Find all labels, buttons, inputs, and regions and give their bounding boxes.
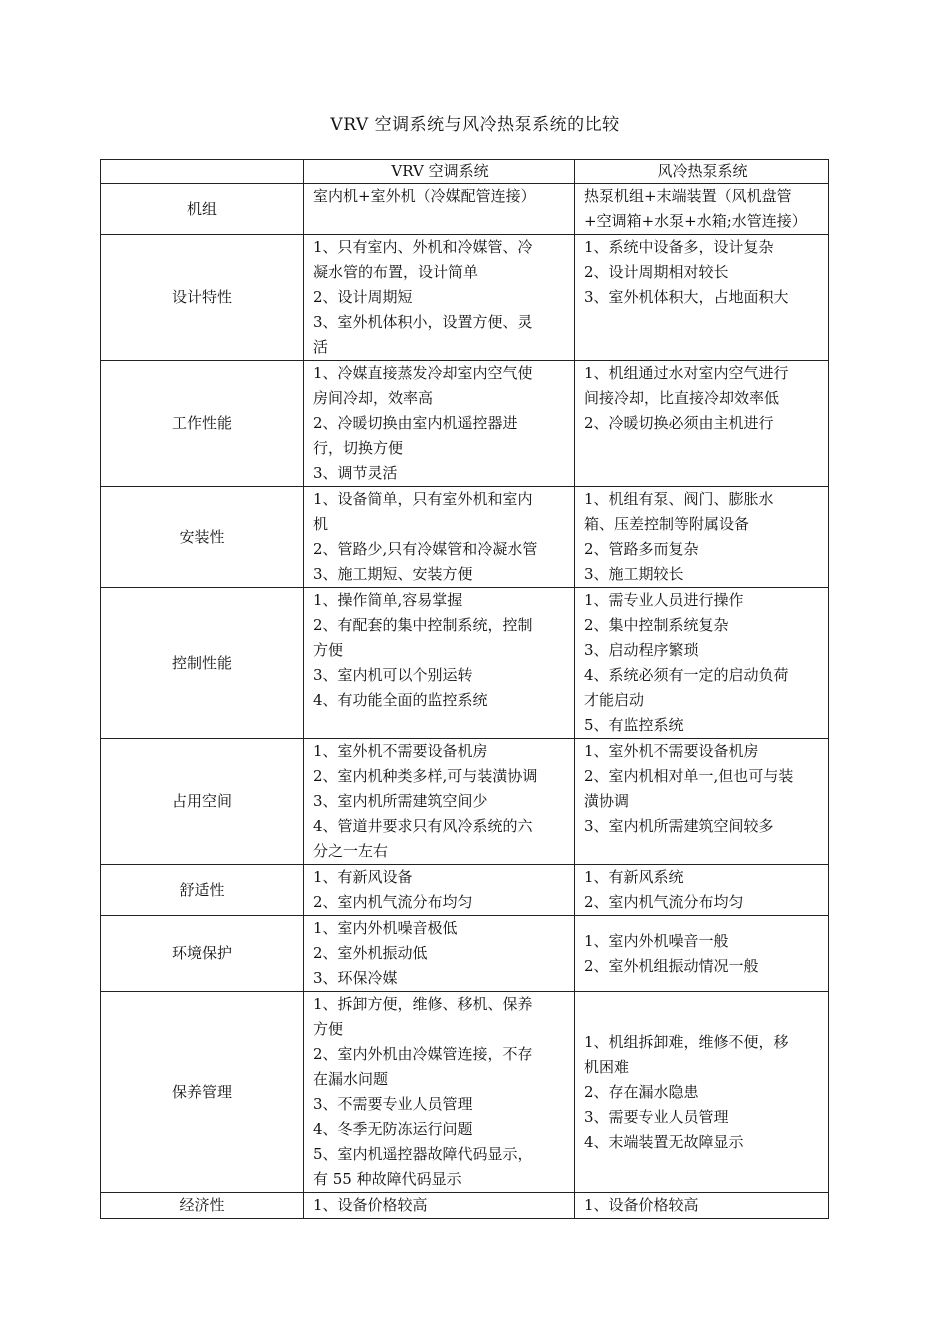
vrv-cell bbox=[304, 739, 575, 865]
vrv-cell bbox=[304, 916, 575, 992]
row-label: 保养管理 bbox=[101, 992, 304, 1193]
cell-line: 活 bbox=[313, 338, 329, 356]
cell-line: 1、室内外机噪音一般 bbox=[584, 931, 729, 950]
vrv-cell bbox=[304, 487, 575, 588]
cell-line: 3、室内机所需建筑空间较多 bbox=[584, 817, 774, 835]
cell-line: 分之一左右 bbox=[313, 842, 389, 860]
cell-line: 室内机+室外机（冷媒配管连接） bbox=[313, 187, 536, 205]
cell-line: 机 bbox=[313, 515, 329, 533]
cell-line: 3、室内机可以个别运转 bbox=[313, 666, 473, 684]
comparison-table bbox=[100, 159, 829, 1219]
cell-line: 2、有配套的集中控制系统，控制 bbox=[313, 616, 533, 634]
cell-line: 1、操作简单,容易掌握 bbox=[313, 591, 463, 609]
cell-line: 2、室内机种类多样,可与装潢协调 bbox=[313, 767, 538, 785]
cell-line: 3、室外机体积大，占地面积大 bbox=[584, 288, 789, 306]
header-vrv: VRV 空调系统 bbox=[304, 160, 575, 184]
vrv-cell bbox=[304, 992, 575, 1193]
cell-line: 1、系统中设备多，设计复杂 bbox=[584, 238, 774, 256]
cell-line: 2、室外机振动低 bbox=[313, 944, 428, 962]
cell-line: 1、机组拆卸难，维修不便，移 bbox=[584, 1032, 789, 1051]
row-label: 占用空间 bbox=[101, 739, 304, 865]
table-row bbox=[101, 487, 829, 588]
table-row bbox=[101, 361, 829, 487]
cell-line: 1、设备价格较高 bbox=[584, 1196, 699, 1214]
cell-line: 5、室内机遥控器故障代码显示， bbox=[313, 1145, 533, 1163]
cell-line: 3、不需要专业人员管理 bbox=[313, 1095, 473, 1113]
cell-line: 3、需要专业人员管理 bbox=[584, 1107, 729, 1126]
row-label: 环境保护 bbox=[101, 916, 304, 992]
document-title: VRV 空调系统与风冷热泵系统的比较 bbox=[330, 115, 620, 135]
cell-line: 箱、压差控制等附属设备 bbox=[584, 515, 750, 533]
heat-pump-cell bbox=[575, 184, 829, 235]
cell-line: 2、冷暖切换由室内机遥控器进 bbox=[313, 414, 518, 432]
heat-pump-cell bbox=[575, 1193, 829, 1219]
cell-line: 凝水管的布置，设计简单 bbox=[313, 263, 479, 281]
cell-line: 4、管道井要求只有风冷系统的六 bbox=[313, 817, 533, 835]
vrv-cell bbox=[304, 1193, 575, 1219]
cell-line: 机困难 bbox=[584, 1057, 630, 1076]
table-row bbox=[101, 992, 829, 1193]
cell-line: 1、只有室内、外机和冷媒管、冷 bbox=[313, 238, 533, 256]
table-row bbox=[101, 916, 829, 992]
cell-line: 间接冷却，比直接冷却效率低 bbox=[584, 389, 780, 407]
row-label: 安装性 bbox=[101, 487, 304, 588]
cell-line: 1、拆卸方便，维修、移机、保养 bbox=[313, 995, 533, 1013]
row-label: 工作性能 bbox=[101, 361, 304, 487]
table-row bbox=[101, 184, 829, 235]
header-blank-cell bbox=[101, 160, 304, 184]
cell-line: 4、冬季无防冻运行问题 bbox=[313, 1120, 473, 1138]
cell-line: 1、室内外机噪音极低 bbox=[313, 919, 458, 937]
header-heat-pump: 风冷热泵系统 bbox=[575, 160, 829, 184]
cell-line: 4、末端装置无故障显示 bbox=[584, 1132, 744, 1151]
row-label: 控制性能 bbox=[101, 588, 304, 739]
heat-pump-cell bbox=[575, 235, 829, 361]
cell-line: 2、管路少,只有冷媒管和冷凝水管 bbox=[313, 540, 538, 558]
cell-line: 2、存在漏水隐患 bbox=[584, 1082, 699, 1101]
cell-line: 2、室外机组振动情况一般 bbox=[584, 956, 759, 975]
cell-line: 4、有功能全面的监控系统 bbox=[313, 691, 488, 709]
cell-line: 5、有监控系统 bbox=[584, 716, 684, 734]
cell-line: 1、需专业人员进行操作 bbox=[584, 591, 744, 609]
cell-line: 1、冷媒直接蒸发冷却室内空气使 bbox=[313, 364, 533, 382]
cell-line: 3、调节灵活 bbox=[313, 464, 398, 482]
cell-line: 有 55 种故障代码显示 bbox=[313, 1170, 462, 1188]
table-row bbox=[101, 235, 829, 361]
table-row bbox=[101, 588, 829, 739]
vrv-cell bbox=[304, 588, 575, 739]
table-row bbox=[101, 739, 829, 865]
cell-line: 2、室内外机由冷媒管连接，不存 bbox=[313, 1045, 533, 1063]
heat-pump-cell bbox=[575, 361, 829, 487]
cell-line: 3、室外机体积小，设置方便、灵 bbox=[313, 313, 533, 331]
cell-line: 1、室外机不需要设备机房 bbox=[584, 742, 759, 760]
row-label: 机组 bbox=[101, 184, 304, 235]
cell-line: 2、设计周期相对较长 bbox=[584, 263, 729, 281]
cell-line: 潢协调 bbox=[584, 792, 630, 810]
heat-pump-cell bbox=[575, 487, 829, 588]
table-row bbox=[101, 865, 829, 916]
cell-line: 1、室外机不需要设备机房 bbox=[313, 742, 488, 760]
cell-line: 1、有新风设备 bbox=[313, 868, 413, 886]
vrv-cell bbox=[304, 184, 575, 235]
heat-pump-cell bbox=[575, 865, 829, 916]
cell-line: 3、环保冷媒 bbox=[313, 969, 398, 987]
cell-line: 才能启动 bbox=[584, 691, 645, 709]
table-header-row bbox=[101, 160, 829, 184]
cell-line: 1、有新风系统 bbox=[584, 868, 684, 886]
cell-line: 3、施工期短、安装方便 bbox=[313, 565, 473, 583]
cell-line: 在漏水问题 bbox=[313, 1070, 389, 1088]
heat-pump-cell bbox=[575, 739, 829, 865]
heat-pump-cell bbox=[575, 992, 829, 1193]
row-label: 设计特性 bbox=[101, 235, 304, 361]
vrv-cell bbox=[304, 361, 575, 487]
cell-line: 2、冷暖切换必须由主机进行 bbox=[584, 414, 774, 432]
cell-line: 3、室内机所需建筑空间少 bbox=[313, 792, 488, 810]
vrv-cell bbox=[304, 865, 575, 916]
cell-line: 3、施工期较长 bbox=[584, 565, 684, 583]
cell-line: +空调箱+水泵+水箱;水管连接） bbox=[584, 212, 807, 230]
cell-line: 1、机组有泵、阀门、膨胀水 bbox=[584, 490, 774, 508]
cell-line: 2、室内机气流分布均匀 bbox=[584, 893, 744, 911]
cell-line: 方便 bbox=[313, 1020, 344, 1038]
cell-line: 热泵机组+末端装置（风机盘管 bbox=[584, 187, 792, 205]
heat-pump-cell bbox=[575, 916, 829, 992]
cell-line: 房间冷却，效率高 bbox=[313, 389, 434, 407]
row-label: 经济性 bbox=[101, 1193, 304, 1219]
row-label: 舒适性 bbox=[101, 865, 304, 916]
cell-line: 2、集中控制系统复杂 bbox=[584, 616, 729, 634]
cell-line: 1、设备简单，只有室外机和室内 bbox=[313, 490, 533, 508]
cell-line: 3、启动程序繁琐 bbox=[584, 641, 699, 659]
cell-line: 2、设计周期短 bbox=[313, 288, 413, 306]
cell-line: 2、室内机气流分布均匀 bbox=[313, 893, 473, 911]
cell-line: 方便 bbox=[313, 641, 344, 659]
cell-line: 2、室内机相对单一,但也可与装 bbox=[584, 767, 794, 785]
vrv-cell bbox=[304, 235, 575, 361]
cell-line: 行，切换方便 bbox=[313, 439, 404, 457]
cell-line: 1、设备价格较高 bbox=[313, 1196, 428, 1214]
cell-line: 2、管路多而复杂 bbox=[584, 540, 699, 558]
table-row bbox=[101, 1193, 829, 1219]
cell-line: 4、系统必须有一定的启动负荷 bbox=[584, 666, 789, 684]
cell-line: 1、机组通过水对室内空气进行 bbox=[584, 364, 789, 382]
heat-pump-cell bbox=[575, 588, 829, 739]
